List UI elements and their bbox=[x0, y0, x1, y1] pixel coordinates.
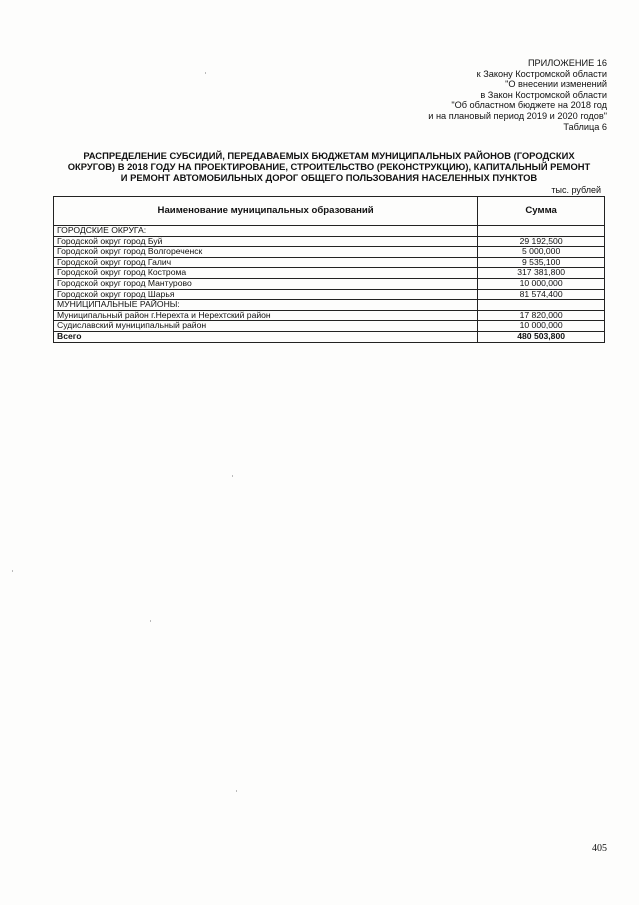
total-label: Всего bbox=[54, 331, 478, 342]
document-title bbox=[62, 150, 596, 184]
municipality-name: Судиславский муниципальный район bbox=[54, 321, 478, 332]
amount-cell bbox=[478, 300, 605, 311]
page-number: 405 bbox=[592, 843, 607, 854]
appendix-header-line: "Об областном бюджете на 2018 год bbox=[451, 100, 607, 111]
amount-cell: 9 535,100 bbox=[478, 257, 605, 268]
table-row bbox=[54, 268, 605, 279]
amount-cell: 10 000,000 bbox=[478, 278, 605, 289]
municipality-name: Городской округ город Мантурово bbox=[54, 278, 478, 289]
appendix-header-line: ПРИЛОЖЕНИЕ 16 bbox=[527, 58, 607, 68]
amount-cell: 81 574,400 bbox=[478, 289, 605, 300]
amount-cell: 17 820,000 bbox=[478, 310, 605, 321]
document-title-line: РАСПРЕДЕЛЕНИЕ СУБСИДИЙ, ПЕРЕДАВАЕМЫХ БЮДЖЕТАМ МУНИЦИПАЛЬНЫХ РАЙОНОВ (ГОРОДСКИХ bbox=[83, 150, 575, 161]
appendix-header-line: и на плановый период 2019 и 2020 годов" bbox=[428, 110, 607, 121]
table-row bbox=[54, 278, 605, 289]
table-number: Таблица 6 bbox=[563, 121, 607, 132]
amount-cell bbox=[478, 226, 605, 237]
scan-speck bbox=[12, 570, 13, 572]
table-row bbox=[54, 310, 605, 321]
appendix-header bbox=[428, 58, 607, 132]
total-amount: 480 503,800 bbox=[478, 331, 605, 342]
municipality-name: Муниципальный район г.Нерехта и Нерехтский район bbox=[54, 310, 478, 321]
document-title-line: ОКРУГОВ) В 2018 ГОДУ НА ПРОЕКТИРОВАНИЕ, СТРОИТЕЛЬСТВО (РЕКОНСТРУКЦИЮ), КАПИТАЛЬНЫЙ РЕМОНТ bbox=[67, 161, 591, 173]
appendix-header-line: "О внесении изменений bbox=[505, 79, 607, 90]
section-label: МУНИЦИПАЛЬНЫЕ РАЙОНЫ: bbox=[54, 300, 478, 311]
amount-cell: 5 000,000 bbox=[478, 247, 605, 258]
table-row bbox=[54, 321, 605, 332]
amount-cell: 29 192,500 bbox=[478, 236, 605, 247]
table-row bbox=[54, 300, 605, 311]
scan-speck bbox=[236, 790, 237, 792]
table-row bbox=[54, 247, 605, 258]
municipality-name: Городской округ город Буй bbox=[54, 236, 478, 247]
table-row bbox=[54, 226, 605, 237]
table-row bbox=[54, 236, 605, 247]
document-title-line: И РЕМОНТ АВТОМОБИЛЬНЫХ ДОРОГ ОБЩЕГО ПОЛЬЗОВАНИЯ НАСЕЛЕННЫХ ПУНКТОВ bbox=[120, 172, 538, 184]
appendix-header-line: к Закону Костромской области bbox=[476, 68, 607, 79]
column-header-amount: Сумма bbox=[478, 197, 605, 226]
municipality-name: Городской округ город Галич bbox=[54, 257, 478, 268]
subsidy-table bbox=[53, 196, 605, 343]
amount-cell: 10 000,000 bbox=[478, 321, 605, 332]
units-label: тыс. рублей bbox=[551, 185, 601, 195]
scan-speck bbox=[232, 475, 233, 477]
amount-cell: 317 381,800 bbox=[478, 268, 605, 279]
scan-speck bbox=[205, 72, 206, 74]
section-label: ГОРОДСКИЕ ОКРУГА: bbox=[54, 226, 478, 237]
appendix-header-line: в Закон Костромской области bbox=[480, 89, 607, 100]
table-header-row bbox=[54, 197, 605, 226]
column-header-name: Наименование муниципальных образований bbox=[54, 197, 478, 226]
total-row bbox=[54, 331, 605, 342]
municipality-name: Городской округ город Шарья bbox=[54, 289, 478, 300]
scan-speck bbox=[150, 620, 151, 622]
municipality-name: Городской округ город Волгореченск bbox=[54, 247, 478, 258]
table-row bbox=[54, 257, 605, 268]
municipality-name: Городской округ город Кострома bbox=[54, 268, 478, 279]
